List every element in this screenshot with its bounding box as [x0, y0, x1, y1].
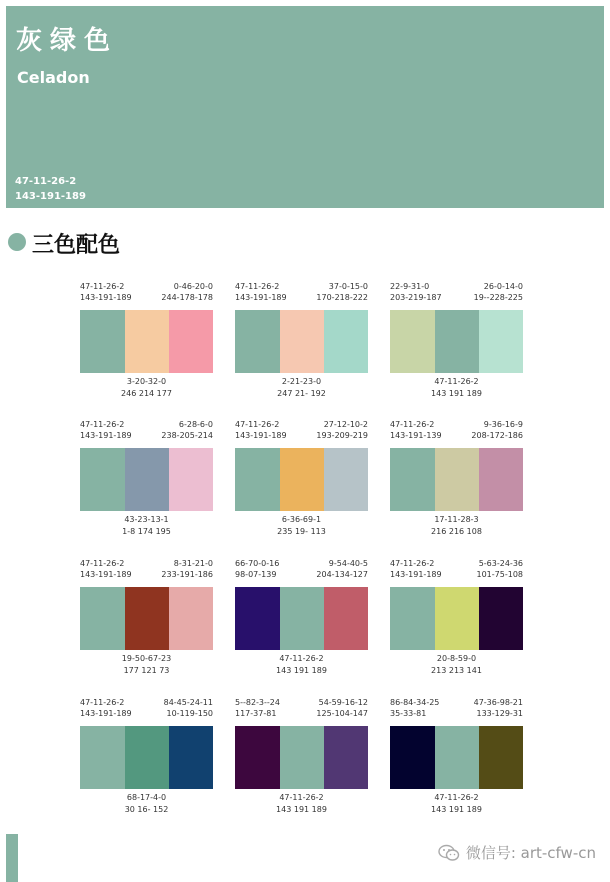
color-swatch — [80, 448, 125, 511]
right-cmyk-label: 6-28-6-0 — [178, 420, 213, 429]
middle-rgb-label: 177 121 73 — [123, 666, 170, 675]
middle-cmyk-label: 47-11-26-2 — [434, 377, 479, 386]
middle-rgb-label: 247 21- 192 — [277, 389, 326, 398]
middle-cmyk-label: 19-50-67-23 — [121, 654, 172, 663]
left-rgb-label: 143-191-189 — [235, 293, 287, 302]
middle-cmyk-label: 2-21-23-0 — [281, 377, 322, 386]
right-rgb-label: 238-205-214 — [161, 431, 213, 440]
left-cmyk-label: 47-11-26-2 — [80, 698, 125, 707]
middle-cmyk-label: 6-36-69-1 — [281, 515, 322, 524]
palette-card — [80, 282, 213, 422]
palette-card — [235, 559, 368, 699]
left-cmyk-label: 22-9-31-0 — [390, 282, 430, 291]
middle-cmyk-label: 47-11-26-2 — [434, 793, 479, 802]
left-rgb-label: 203-219-187 — [390, 293, 442, 302]
color-swatch — [80, 726, 125, 789]
right-rgb-label: 170-218-222 — [316, 293, 368, 302]
middle-cmyk-label: 3-20-32-0 — [126, 377, 167, 386]
left-rgb-label: 35-33-81 — [390, 709, 427, 718]
color-swatch — [125, 310, 169, 373]
section-bullet-icon — [8, 233, 26, 251]
color-swatch — [435, 448, 479, 511]
color-swatch — [169, 587, 213, 650]
wechat-text: 微信号: art-cfw-cn — [465, 844, 596, 862]
palette-card — [390, 698, 523, 838]
middle-rgb-label: 246 214 177 — [121, 389, 172, 398]
middle-cmyk-label: 17-11-28-3 — [434, 515, 479, 524]
left-rgb-label: 143-191-189 — [80, 709, 132, 718]
middle-rgb-label: 216 216 108 — [431, 527, 482, 536]
right-rgb-label: 233-191-186 — [161, 570, 213, 579]
right-rgb-label: 19--228-225 — [473, 293, 523, 302]
right-rgb-label: 125-104-147 — [316, 709, 368, 718]
right-rgb-label: 133-129-31 — [476, 709, 523, 718]
middle-rgb-label: 30 16- 152 — [124, 805, 169, 814]
palette-card — [80, 559, 213, 699]
color-swatch — [235, 310, 280, 373]
color-title-english: Celadon — [17, 68, 90, 87]
color-title-chinese: 灰绿色 — [16, 26, 119, 56]
right-rgb-label: 208-172-186 — [471, 431, 523, 440]
footer-accent-bar — [6, 834, 18, 882]
color-rgb-value: 143-191-189 — [15, 191, 86, 202]
left-rgb-label: 143-191-189 — [80, 431, 132, 440]
middle-rgb-label: 143 191 189 — [276, 666, 327, 675]
color-swatch — [80, 587, 125, 650]
middle-rgb-label: 143 191 189 — [431, 805, 482, 814]
middle-rgb-label: 143 191 189 — [276, 805, 327, 814]
color-swatch — [280, 310, 324, 373]
right-cmyk-label: 0-46-20-0 — [173, 282, 213, 291]
wechat-icon — [438, 844, 460, 862]
middle-cmyk-label: 47-11-26-2 — [279, 793, 324, 802]
right-rgb-label: 101-75-108 — [476, 570, 523, 579]
color-header-banner — [6, 6, 604, 208]
right-cmyk-label: 9-36-16-9 — [483, 420, 523, 429]
right-cmyk-label: 37-0-15-0 — [328, 282, 368, 291]
left-cmyk-label: 47-11-26-2 — [235, 420, 280, 429]
color-swatch — [390, 587, 435, 650]
palette-card — [235, 420, 368, 560]
color-swatch — [324, 310, 368, 373]
color-cmyk-value: 47-11-26-2 — [15, 176, 77, 187]
left-cmyk-label: 5--82-3--24 — [235, 698, 280, 707]
right-cmyk-label: 84-45-24-11 — [163, 698, 213, 707]
right-cmyk-label: 27-12-10-2 — [323, 420, 368, 429]
color-swatch — [479, 587, 523, 650]
color-swatch — [125, 448, 169, 511]
color-swatch — [435, 726, 479, 789]
middle-cmyk-label: 47-11-26-2 — [279, 654, 324, 663]
color-swatch — [390, 448, 435, 511]
color-swatch — [479, 448, 523, 511]
left-cmyk-label: 66-70-0-16 — [235, 559, 280, 568]
color-swatch — [435, 587, 479, 650]
middle-rgb-label: 213 213 141 — [431, 666, 482, 675]
left-cmyk-label: 47-11-26-2 — [80, 559, 125, 568]
middle-cmyk-label: 20-8-59-0 — [436, 654, 477, 663]
color-swatch — [479, 726, 523, 789]
middle-cmyk-label: 68-17-4-0 — [126, 793, 167, 802]
color-swatch — [235, 448, 280, 511]
palette-card — [390, 282, 523, 422]
middle-rgb-label: 143 191 189 — [431, 389, 482, 398]
right-cmyk-label: 47-36-98-21 — [473, 698, 523, 707]
wechat-id — [438, 842, 596, 863]
color-swatch — [169, 310, 213, 373]
left-cmyk-label: 47-11-26-2 — [390, 559, 435, 568]
palette-card — [80, 698, 213, 838]
right-cmyk-label: 5-63-24-36 — [478, 559, 523, 568]
color-swatch — [80, 310, 125, 373]
section-title: 三色配色 — [32, 233, 121, 258]
middle-rgb-label: 235 19- 113 — [277, 527, 326, 536]
left-rgb-label: 143-191-189 — [235, 431, 287, 440]
left-rgb-label: 98-07-139 — [235, 570, 277, 579]
color-swatch — [280, 587, 324, 650]
color-swatch — [235, 726, 280, 789]
left-rgb-label: 143-191-189 — [80, 293, 132, 302]
right-cmyk-label: 54-59-16-12 — [318, 698, 368, 707]
color-swatch — [324, 448, 368, 511]
left-rgb-label: 143-191-139 — [390, 431, 442, 440]
palette-card — [235, 282, 368, 422]
color-swatch — [479, 310, 523, 373]
color-swatch — [125, 726, 169, 789]
middle-cmyk-label: 43-23-13-1 — [124, 515, 169, 524]
color-swatch — [324, 587, 368, 650]
color-swatch — [390, 726, 435, 789]
right-cmyk-label: 9-54-40-5 — [328, 559, 368, 568]
middle-rgb-label: 1-8 174 195 — [122, 527, 171, 536]
left-cmyk-label: 47-11-26-2 — [235, 282, 280, 291]
left-rgb-label: 143-191-189 — [80, 570, 132, 579]
right-cmyk-label: 8-31-21-0 — [173, 559, 213, 568]
color-swatch — [390, 310, 435, 373]
palette-card — [390, 559, 523, 699]
color-swatch — [235, 587, 280, 650]
palette-card — [235, 698, 368, 838]
color-swatch — [125, 587, 169, 650]
right-rgb-label: 10-119-150 — [166, 709, 213, 718]
palette-card — [390, 420, 523, 560]
left-cmyk-label: 86-84-34-25 — [390, 698, 440, 707]
right-rgb-label: 244-178-178 — [161, 293, 213, 302]
left-rgb-label: 117-37-81 — [235, 709, 277, 718]
palette-card — [80, 420, 213, 560]
color-swatch — [169, 448, 213, 511]
color-swatch — [435, 310, 479, 373]
left-rgb-label: 143-191-189 — [390, 570, 442, 579]
color-swatch — [280, 726, 324, 789]
left-cmyk-label: 47-11-26-2 — [80, 282, 125, 291]
color-swatch — [324, 726, 368, 789]
left-cmyk-label: 47-11-26-2 — [80, 420, 125, 429]
color-swatch — [169, 726, 213, 789]
right-rgb-label: 204-134-127 — [316, 570, 368, 579]
right-cmyk-label: 26-0-14-0 — [483, 282, 523, 291]
color-swatch — [280, 448, 324, 511]
left-cmyk-label: 47-11-26-2 — [390, 420, 435, 429]
right-rgb-label: 193-209-219 — [316, 431, 368, 440]
